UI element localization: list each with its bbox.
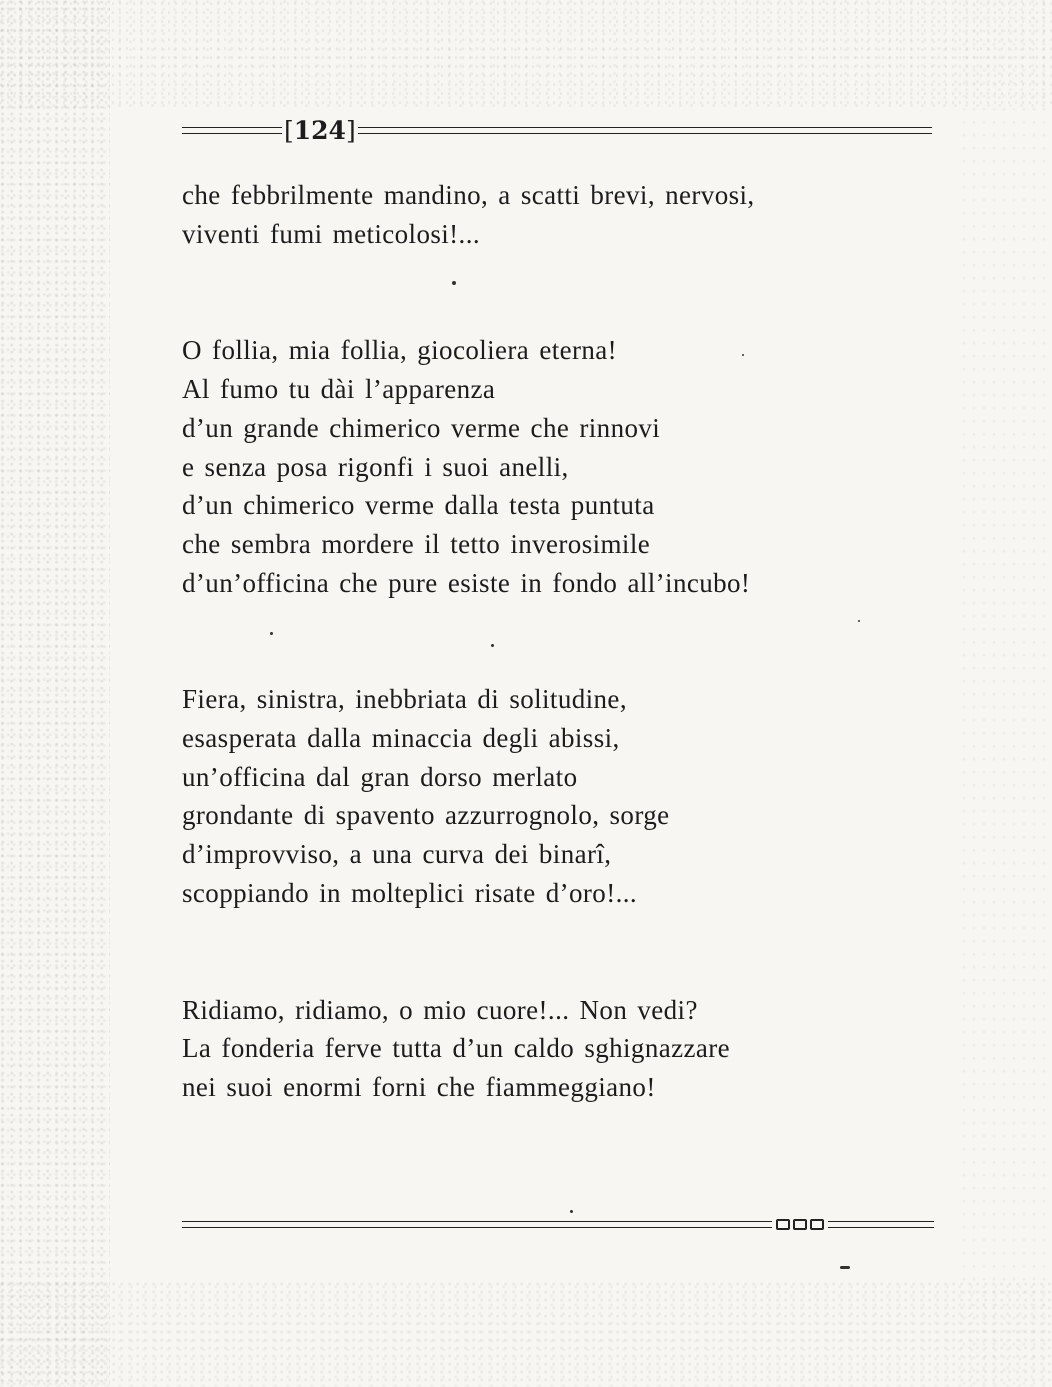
- ornament-square: [793, 1219, 807, 1230]
- page-footer: [182, 1214, 934, 1234]
- stanza: [182, 176, 902, 253]
- poem-line: La fonderia ferve tutta d’un caldo sghignazzare: [182, 1033, 731, 1064]
- scan-noise-left: [0, 0, 110, 1387]
- scan-speck: [840, 1266, 850, 1269]
- poem-line: viventi fumi meticolosi!...: [182, 218, 481, 249]
- poem-line: grondante di spavento azzurrognolo, sorge: [182, 800, 670, 831]
- poem-line: nei suoi enormi forni che fiammeggiano!: [182, 1071, 656, 1102]
- ornament-square: [776, 1219, 790, 1230]
- poem-line: d’un’officina che pure esiste in fondo all’incubo!: [182, 567, 751, 598]
- poem-body: [182, 176, 902, 1107]
- stanza: [182, 991, 902, 1107]
- poem-line: d’improvviso, a una curva dei binarî,: [182, 839, 612, 870]
- poem-line: che febbrilmente mandino, a scatti brevi, nervosi,: [182, 180, 755, 210]
- ornament-square: [810, 1219, 824, 1230]
- scan-speck: [491, 644, 494, 647]
- poem-line: d’un chimerico verme dalla testa puntuta: [182, 490, 655, 521]
- poem-line: Al fumo tu dài l’apparenza: [182, 374, 496, 405]
- page-number: [124]: [284, 115, 356, 145]
- scan-speck: [452, 281, 456, 285]
- footer-rule-left: [182, 1221, 772, 1228]
- footer-rule-right: [828, 1221, 934, 1228]
- poem-line: che sembra mordere il tetto inverosimile: [182, 528, 651, 559]
- poem-line: d’un grande chimerico verme che rinnovi: [182, 412, 661, 443]
- page-header: [182, 112, 932, 148]
- poem-line: un’officina dal gran dorso merlato: [182, 761, 578, 792]
- scan-noise-right: [960, 0, 1052, 1387]
- header-rule-left: [182, 127, 282, 134]
- scan-speck: [270, 632, 273, 635]
- stanza: [182, 680, 902, 912]
- header-rule-right: [358, 127, 932, 134]
- scan-noise-bottom: [0, 1280, 1052, 1387]
- poem-line: e senza posa rigonfi i suoi anelli,: [182, 451, 569, 482]
- stanza: [182, 331, 902, 602]
- poem-line: scoppiando in molteplici risate d’oro!...: [182, 877, 638, 908]
- square-ornament: [772, 1219, 828, 1230]
- poem-line: Fiera, sinistra, inebbriata di solitudine,: [182, 684, 627, 715]
- scan-speck: [742, 354, 744, 356]
- poem-line: Ridiamo, ridiamo, o mio cuore!... Non vedi?: [182, 994, 698, 1025]
- poem-line: O follia, mia follia, giocoliera eterna!: [182, 335, 618, 366]
- scan-noise-top: [0, 0, 1052, 110]
- scan-speck: [858, 620, 860, 622]
- scan-speck: [570, 1210, 573, 1213]
- poem-line: esasperata dalla minaccia degli abissi,: [182, 723, 620, 754]
